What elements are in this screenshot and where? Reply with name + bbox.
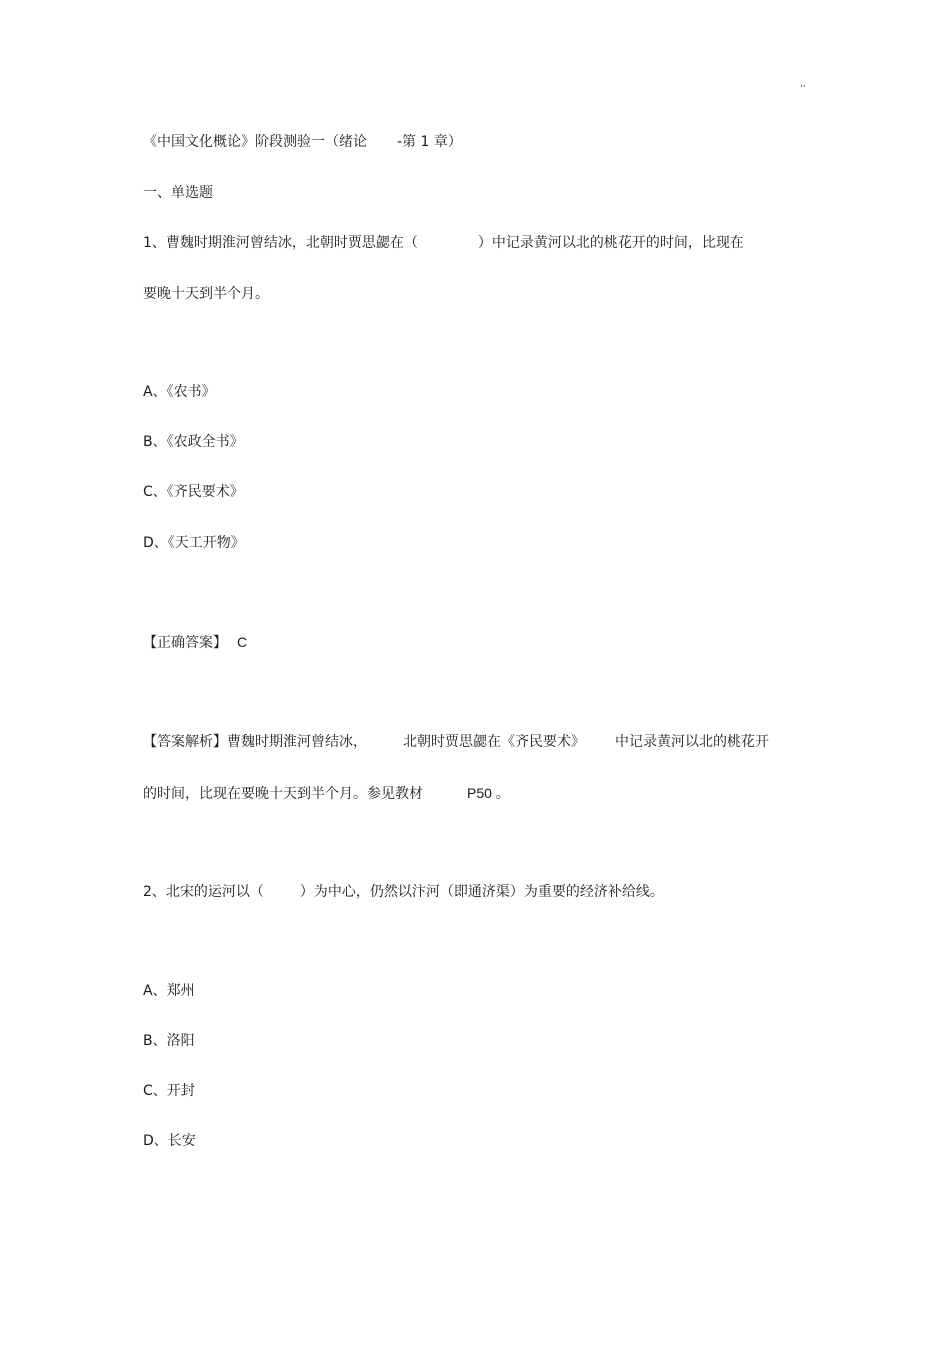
question-1-option-b: B、《农政全书》	[143, 434, 244, 450]
question-2-option-b: B、洛阳	[143, 1033, 195, 1049]
question-1-option-d: D、《天工开物》	[143, 535, 245, 551]
explanation-text-4: 的时间，比现在要晚十天到半个月。参见教材	[143, 786, 423, 802]
title-chapter: -第 1 章）	[397, 134, 462, 150]
title-text: 《中国文化概论》阶段测验一（绪论	[143, 134, 367, 150]
question-1-line-1	[143, 233, 744, 253]
question-2-stem-end: ）为中心，仍然以汴河（即通济渠）为重要的经济补给线。	[299, 884, 664, 900]
question-1-option-c: C、《齐民要术》	[143, 484, 244, 500]
answer-label: 【正确答案】	[143, 635, 227, 651]
section-heading: 一、单选题	[143, 185, 213, 201]
question-2-stem-start: 2、北宋的运河以（	[143, 884, 264, 900]
page-corner-mark: ,,	[800, 79, 806, 89]
explanation-text-3: 中记录黄河以北的桃花开	[615, 734, 769, 750]
explanation-text-2: 北朝时贾思勰在《齐民要术》	[403, 734, 585, 750]
question-2-option-d: D、长安	[143, 1133, 196, 1149]
question-1-explanation-line-2	[143, 783, 510, 804]
document-title	[143, 132, 462, 152]
question-1-option-a: A、《农书》	[143, 384, 216, 400]
question-2-line-1	[143, 882, 664, 902]
question-2-option-c: C、开封	[143, 1083, 195, 1099]
answer-value: C	[237, 634, 248, 650]
question-1-stem-end: ）中记录黄河以北的桃花开的时间，比现在	[477, 235, 744, 251]
question-2-option-a: A、郑州	[143, 983, 195, 999]
question-1-explanation-line-1	[143, 732, 769, 752]
question-1-answer	[143, 632, 247, 653]
explanation-label: 【答案解析】	[143, 734, 227, 750]
question-1-stem-start: 1、曹魏时期淮河曾结冰，北朝时贾思勰在（	[143, 235, 418, 251]
explanation-text-1: 曹魏时期淮河曾结冰，	[227, 734, 367, 750]
explanation-page-ref: P50 。	[467, 785, 510, 801]
question-1-line-2: 要晚十天到半个月。	[143, 286, 269, 302]
